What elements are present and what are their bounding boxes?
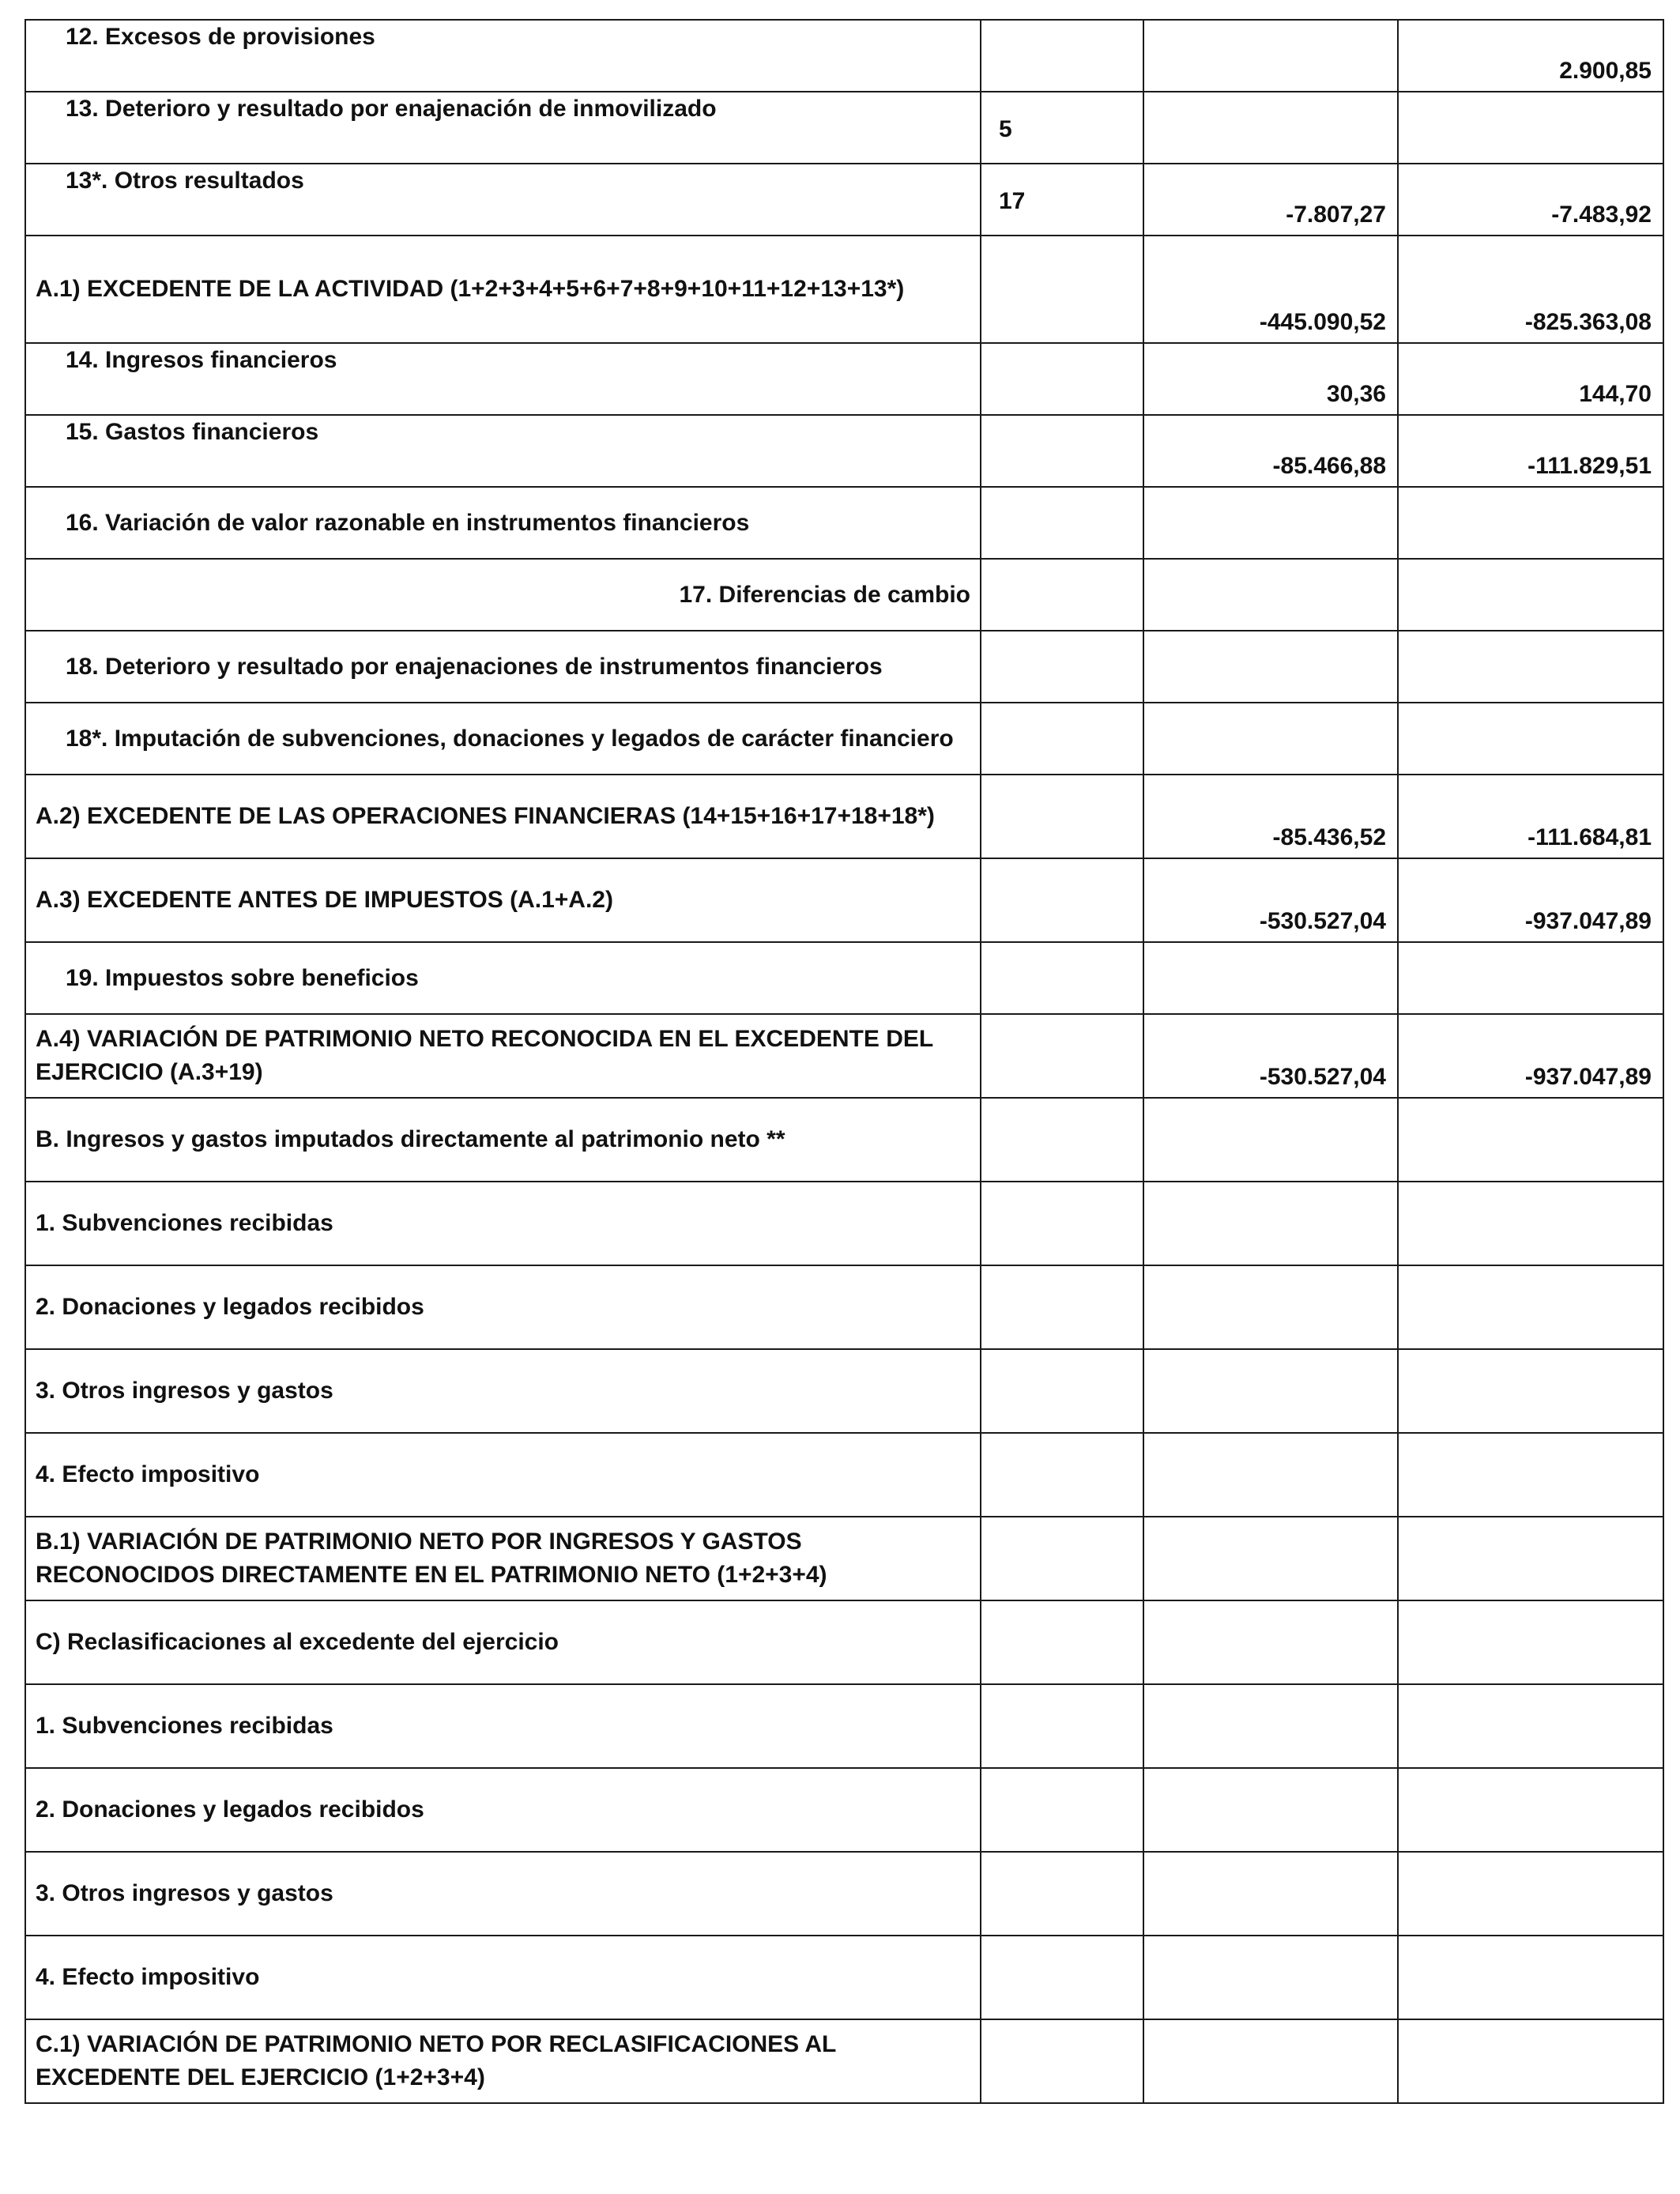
row-note <box>981 631 1143 703</box>
row-value-current <box>1143 703 1398 775</box>
row-label: 2. Donaciones y legados recibidos <box>25 1768 981 1852</box>
row-note <box>981 1936 1143 2019</box>
row-label: C) Reclasificaciones al excedente del ejercicio <box>25 1600 981 1684</box>
row-value-previous: 2.900,85 <box>1398 20 1663 92</box>
row-note <box>981 703 1143 775</box>
row-value-previous <box>1398 1182 1663 1265</box>
row-value-previous <box>1398 1433 1663 1517</box>
row-value-previous: -111.829,51 <box>1398 415 1663 487</box>
table-row <box>25 775 1663 858</box>
row-note: 17 <box>981 164 1143 236</box>
table-row <box>25 164 1663 236</box>
table-row <box>25 858 1663 942</box>
row-value-previous <box>1398 703 1663 775</box>
row-label: A.2) EXCEDENTE DE LAS OPERACIONES FINANCIERAS (14+15+16+17+18+18*) <box>25 775 981 858</box>
row-note <box>981 1014 1143 1098</box>
row-label: 12. Excesos de provisiones <box>25 20 981 92</box>
row-label: B.1) VARIACIÓN DE PATRIMONIO NETO POR INGRESOS Y GASTOS RECONOCIDOS DIRECTAMENTE EN EL PATRIMONIO NETO (1+2+3+4) <box>25 1517 981 1600</box>
row-label: B. Ingresos y gastos imputados directamente al patrimonio neto ** <box>25 1098 981 1182</box>
row-note <box>981 343 1143 415</box>
row-note <box>981 1684 1143 1768</box>
table-row <box>25 1265 1663 1349</box>
row-value-previous: -937.047,89 <box>1398 1014 1663 1098</box>
row-value-current <box>1143 1517 1398 1600</box>
row-value-previous <box>1398 487 1663 559</box>
row-value-current: 30,36 <box>1143 343 1398 415</box>
row-value-previous <box>1398 1265 1663 1349</box>
row-value-previous <box>1398 942 1663 1014</box>
row-label: A.3) EXCEDENTE ANTES DE IMPUESTOS (A.1+A.2) <box>25 858 981 942</box>
row-label: A.1) EXCEDENTE DE LA ACTIVIDAD (1+2+3+4+5+6+7+8+9+10+11+12+13+13*) <box>25 236 981 343</box>
row-label: 1. Subvenciones recibidas <box>25 1182 981 1265</box>
table-row <box>25 20 1663 92</box>
row-value-current <box>1143 487 1398 559</box>
table-row <box>25 1684 1663 1768</box>
row-value-current <box>1143 2019 1398 2103</box>
row-value-previous: -111.684,81 <box>1398 775 1663 858</box>
row-note <box>981 775 1143 858</box>
row-value-previous <box>1398 1098 1663 1182</box>
row-label: 3. Otros ingresos y gastos <box>25 1852 981 1936</box>
table-row <box>25 631 1663 703</box>
row-value-current <box>1143 1182 1398 1265</box>
row-label: 17. Diferencias de cambio <box>25 559 981 631</box>
row-value-previous: -825.363,08 <box>1398 236 1663 343</box>
row-label: 18. Deterioro y resultado por enajenaciones de instrumentos financieros <box>25 631 981 703</box>
row-note <box>981 20 1143 92</box>
row-value-current <box>1143 1768 1398 1852</box>
row-note <box>981 1349 1143 1433</box>
table-row <box>25 1517 1663 1600</box>
row-value-current <box>1143 1852 1398 1936</box>
table-row <box>25 1936 1663 2019</box>
row-value-previous <box>1398 559 1663 631</box>
row-note: 5 <box>981 92 1143 164</box>
row-value-current <box>1143 1600 1398 1684</box>
row-note <box>981 1852 1143 1936</box>
row-value-current: -530.527,04 <box>1143 1014 1398 1098</box>
row-value-previous <box>1398 1852 1663 1936</box>
row-value-previous <box>1398 1684 1663 1768</box>
row-label: 4. Efecto impositivo <box>25 1936 981 2019</box>
table-row <box>25 1014 1663 1098</box>
row-value-current <box>1143 1433 1398 1517</box>
row-note <box>981 1182 1143 1265</box>
row-label: 2. Donaciones y legados recibidos <box>25 1265 981 1349</box>
table-row <box>25 1098 1663 1182</box>
table-row <box>25 343 1663 415</box>
row-value-current <box>1143 92 1398 164</box>
table-row <box>25 236 1663 343</box>
row-value-current: -85.466,88 <box>1143 415 1398 487</box>
row-value-previous <box>1398 1349 1663 1433</box>
table-row <box>25 1182 1663 1265</box>
row-note <box>981 1433 1143 1517</box>
row-label: 13. Deterioro y resultado por enajenación de inmovilizado <box>25 92 981 164</box>
row-value-previous: -7.483,92 <box>1398 164 1663 236</box>
row-note <box>981 2019 1143 2103</box>
row-label: 16. Variación de valor razonable en instrumentos financieros <box>25 487 981 559</box>
table-row <box>25 415 1663 487</box>
row-label: 1. Subvenciones recibidas <box>25 1684 981 1768</box>
row-label: 4. Efecto impositivo <box>25 1433 981 1517</box>
row-value-current <box>1143 1098 1398 1182</box>
row-value-current <box>1143 1349 1398 1433</box>
row-value-previous <box>1398 2019 1663 2103</box>
row-value-current: -85.436,52 <box>1143 775 1398 858</box>
row-label: 3. Otros ingresos y gastos <box>25 1349 981 1433</box>
row-label: C.1) VARIACIÓN DE PATRIMONIO NETO POR RECLASIFICACIONES AL EXCEDENTE DEL EJERCICIO (1+2+3+4) <box>25 2019 981 2103</box>
row-note <box>981 1517 1143 1600</box>
table-row <box>25 1852 1663 1936</box>
row-value-previous <box>1398 631 1663 703</box>
row-value-current: -445.090,52 <box>1143 236 1398 343</box>
row-label: 19. Impuestos sobre beneficios <box>25 942 981 1014</box>
row-value-current: -7.807,27 <box>1143 164 1398 236</box>
row-note <box>981 1098 1143 1182</box>
row-value-current <box>1143 559 1398 631</box>
table-row <box>25 1768 1663 1852</box>
table-row <box>25 703 1663 775</box>
table-row <box>25 1433 1663 1517</box>
row-value-current: -530.527,04 <box>1143 858 1398 942</box>
row-label: 18*. Imputación de subvenciones, donaciones y legados de carácter financiero <box>25 703 981 775</box>
row-value-previous <box>1398 1600 1663 1684</box>
table-row <box>25 92 1663 164</box>
row-note <box>981 415 1143 487</box>
row-value-current <box>1143 20 1398 92</box>
row-value-current <box>1143 631 1398 703</box>
row-label: 13*. Otros resultados <box>25 164 981 236</box>
row-note <box>981 1600 1143 1684</box>
row-value-previous <box>1398 92 1663 164</box>
row-label: 15. Gastos financieros <box>25 415 981 487</box>
table-row <box>25 487 1663 559</box>
row-value-previous: -937.047,89 <box>1398 858 1663 942</box>
row-note <box>981 942 1143 1014</box>
income-statement-table <box>24 19 1664 2104</box>
row-value-previous <box>1398 1936 1663 2019</box>
row-label: A.4) VARIACIÓN DE PATRIMONIO NETO RECONOCIDA EN EL EXCEDENTE DEL EJERCICIO (A.3+19) <box>25 1014 981 1098</box>
row-note <box>981 487 1143 559</box>
row-note <box>981 236 1143 343</box>
table-row <box>25 2019 1663 2103</box>
row-note <box>981 1768 1143 1852</box>
row-value-previous <box>1398 1517 1663 1600</box>
table-row <box>25 559 1663 631</box>
table-row <box>25 1600 1663 1684</box>
row-note <box>981 1265 1143 1349</box>
row-label: 14. Ingresos financieros <box>25 343 981 415</box>
row-value-current <box>1143 1684 1398 1768</box>
table-row <box>25 942 1663 1014</box>
table-row <box>25 1349 1663 1433</box>
row-note <box>981 858 1143 942</box>
row-value-previous: 144,70 <box>1398 343 1663 415</box>
row-note <box>981 559 1143 631</box>
row-value-current <box>1143 942 1398 1014</box>
row-value-current <box>1143 1265 1398 1349</box>
row-value-current <box>1143 1936 1398 2019</box>
row-value-previous <box>1398 1768 1663 1852</box>
